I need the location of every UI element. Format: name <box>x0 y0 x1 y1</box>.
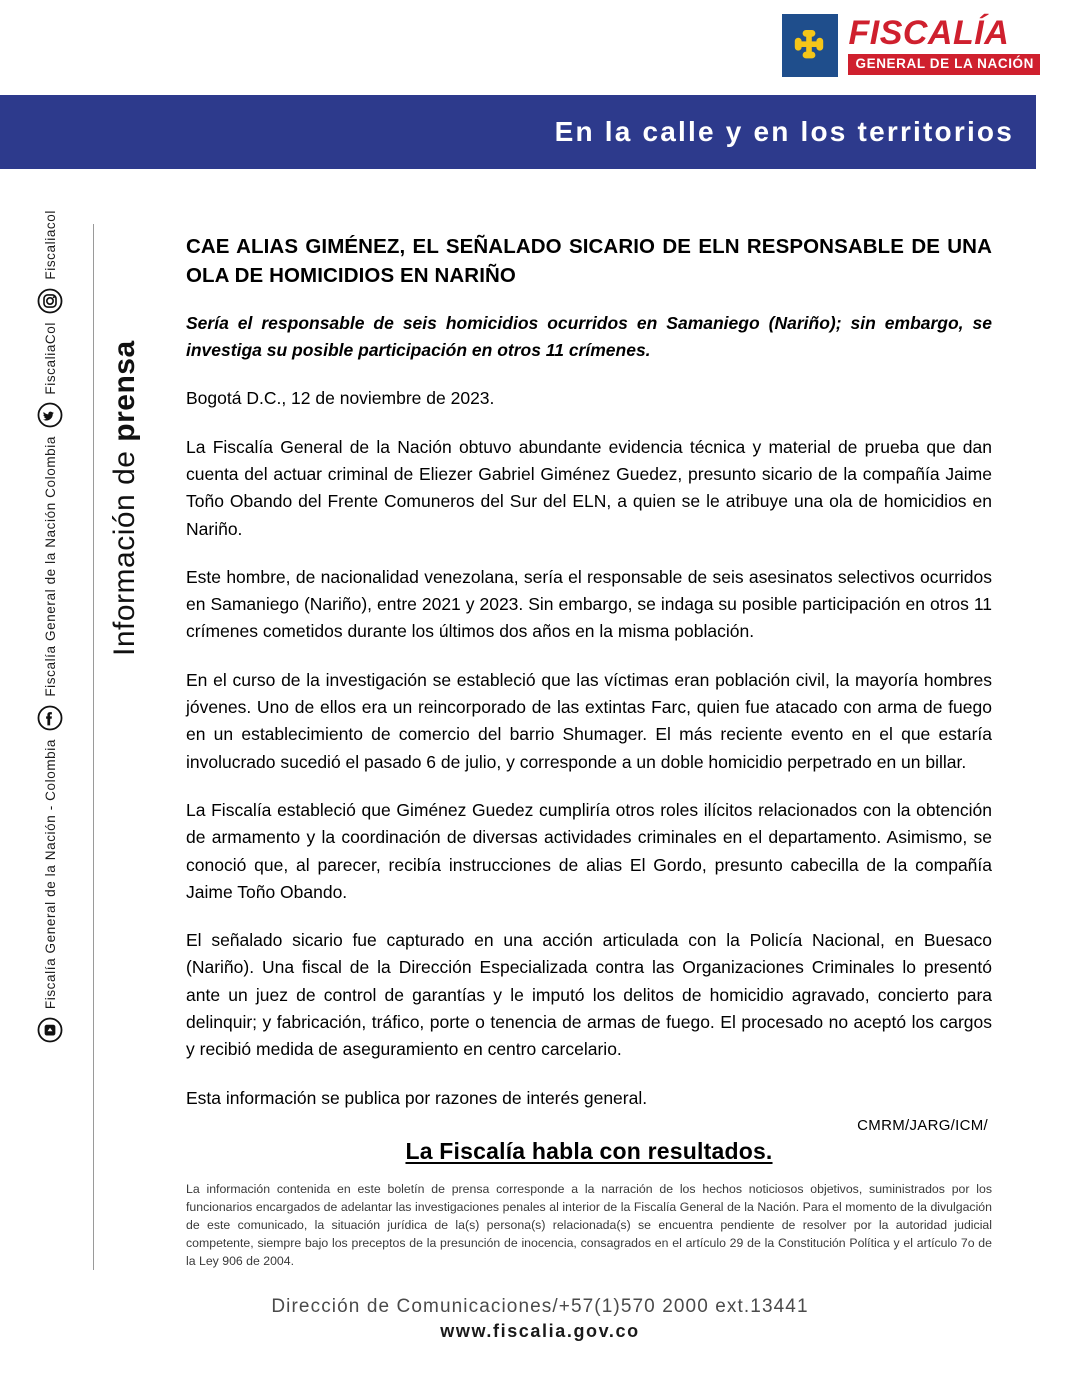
social-entry-facebook[interactable] <box>37 436 63 739</box>
social-entry-instagram[interactable] <box>37 210 63 322</box>
body-paragraph: Este hombre, de nacionalidad venezolana, sería el responsable de seis asesinatos selectivos ocurridos en Samaniego (Nariño), entre 2021 y 2023. Sin embargo, se indaga su posible participación en otros 11 crímenes cometidos durante los últimos dos años en la misma población. <box>186 566 992 642</box>
vertical-divider <box>93 224 94 1270</box>
instagram-icon[interactable] <box>37 288 63 314</box>
facebook-icon[interactable] <box>37 705 63 731</box>
fiscalia-logo <box>782 14 1040 77</box>
page-footer <box>0 1296 1080 1342</box>
social-label-facebook: Fiscalía General de la Nación Colombia <box>42 436 58 697</box>
body-paragraph: El señalado sicario fue capturado en una acción articulada con la Policía Nacional, en Buesaco (Nariño). Una fiscal de la Dirección Especializada contra las Organizaciones Criminales lo presentó ante un juez de control de garantías y le imputó los delitos de homicidio agravado, concierto para delinquir; y fabricación, tráfico, porte o tenencia de armas de fuego. El procesado no aceptó los cargos y recibió medida de aseguramiento en centro carcelario. <box>186 930 992 1060</box>
social-media-rail <box>24 210 76 1300</box>
campaign-banner <box>0 95 1036 169</box>
footer-contact: Dirección de Comunicaciones/+57(1)570 2000 ext.13441 <box>271 1296 809 1317</box>
social-label-twitter: FiscaliaCol <box>42 321 58 395</box>
social-label-instagram: Fiscaliacol <box>42 210 58 280</box>
page-header <box>0 0 1080 95</box>
footer-website[interactable]: www.fiscalia.gov.co <box>440 1321 640 1341</box>
body-paragraph: La Fiscalía estableció que Giménez Guedez cumpliría otros roles ilícitos relacionados con la obtención de armamento y la coordinación de diversas actividades criminales en el departamento. Asimismo, se conoció que, al parecer, recibía instrucciones de alias El Gordo, presunto cabecilla de la compañía Jaime Toño Obando. <box>186 799 992 902</box>
slogan: La Fiscalía habla con resultados. <box>405 1137 773 1164</box>
lead-paragraph: Sería el responsable de seis homicidios ocurridos en Samaniego (Nariño); sin embargo, se investiga su posible participación en otros 11 crímenes. <box>186 313 992 360</box>
section-title-plain: Información de <box>108 441 141 656</box>
banner-text: En la calle y en los territorios <box>554 116 1014 147</box>
page-title: CAE ALIAS GIMÉNEZ, EL SEÑALADO SICARIO DE ELN RESPONSABLE DE UNA OLA DE HOMICIDIOS EN NARIÑO <box>186 235 992 288</box>
body-paragraph: La Fiscalía General de la Nación obtuvo abundante evidencia técnica y material de prueba que dan cuenta del actuar criminal de Eliezer Gabriel Giménez Guedez, presunto sicario de la compañía Jaime Toño Obando del Frente Comuneros del Sur del ELN, a quien se le atribuye una ola de homicidios en Nariño. <box>186 436 992 539</box>
body-paragraph: En el curso de la investigación se estableció que las víctimas eran población civil, la mayoría hombres jóvenes. Uno de ellos era un reincorporado de las extintas Farc, quien fue atacado con arma de fuego en un establecimiento de comercio del barrio Shumager. El más reciente evento en el que estaría involucrado sucedió el pasado 6 de julio, y corresponde a un doble homicidio perpetrado en un billar. <box>186 669 992 772</box>
logo-subtitle: GENERAL DE LA NACIÓN <box>848 54 1040 74</box>
legal-disclaimer: La información contenida en este boletín de prensa corresponde a la narración de los hechos noticiosos objetivos, suministrados por los funcionarios encargados de adelantar las investigaciones penales al interior de la Fiscalía General de la Nación. Para el momento de la divulgación de este comunicado, la situación jurídica de la(s) persona(s) relacionada(s) se encuentra pendiente de resolver por la autoridad judicial competente, siempre bajo los preceptos de la presunción de inocencia, consagrados en el artículo 29 de la Constitución Política y el artículo 7o de la Ley 906 de 2004. <box>186 1181 992 1268</box>
slogan-container <box>186 1138 992 1165</box>
twitter-x-icon[interactable] <box>37 402 63 428</box>
press-release-body <box>186 232 992 1271</box>
youtube-icon[interactable] <box>37 1017 63 1043</box>
author-initials: CMRM/JARG/ICM/ <box>857 1116 988 1134</box>
dateline: Bogotá D.C., 12 de noviembre de 2023. <box>186 388 495 409</box>
social-entry-youtube[interactable] <box>37 739 63 1051</box>
section-title-informacion-de-prensa <box>108 236 142 656</box>
section-title-strong: prensa <box>108 340 141 442</box>
social-entry-twitter[interactable] <box>37 322 63 437</box>
social-label-youtube: Fiscalía General de la Nación - Colombia <box>42 738 58 1010</box>
logo-title: FISCALÍA <box>848 14 1010 53</box>
closing-note: Esta información se publica por razones de interés general. <box>186 1087 648 1108</box>
puzzle-piece-icon <box>782 14 838 77</box>
